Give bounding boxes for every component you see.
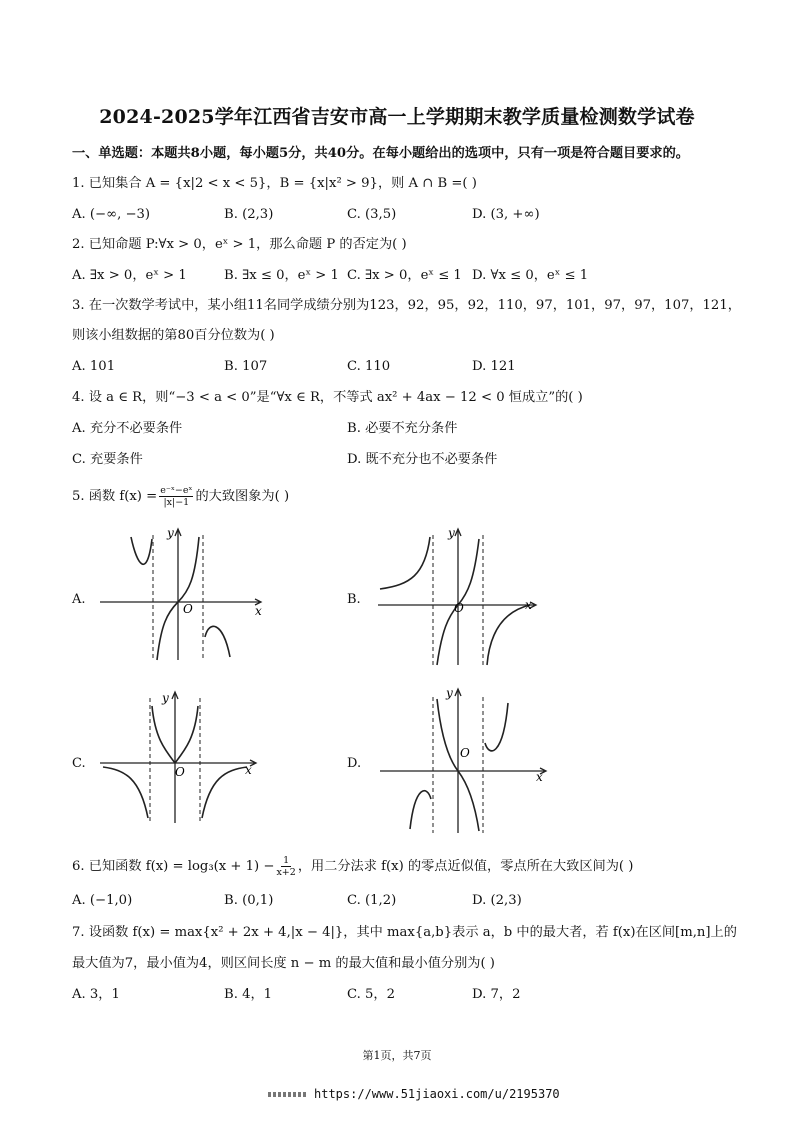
question-5-stem <box>72 485 289 508</box>
section-heading: 一、单选题：本题共8小题，每小题5分，共40分。在每小题给出的选项中，只有一项是符合题目要求的。 <box>72 146 689 161</box>
q6-option-b: B. (0,1) <box>224 893 274 908</box>
q3-option-b: B. 107 <box>224 359 268 374</box>
question-3-stem: 3. 在一次数学考试中，某小组11名同学成绩分别为123，92，95，92，110，97，101，97，97，107，121， <box>72 298 741 313</box>
q2-option-d: D. ∀x ≤ 0，eˣ ≤ 1 <box>472 268 589 283</box>
graph-a <box>95 525 270 665</box>
watermark-logo-icon <box>268 1092 308 1097</box>
graph-a-x-label: x <box>255 604 262 618</box>
q3-option-a: A. 101 <box>72 359 116 374</box>
q6-stem-prefix: 6. 已知函数 f(x) = log₃(x + 1) − <box>72 858 275 874</box>
question-1-stem: 1. 已知集合 A = {x|2 < x < 5}，B = {x|x² > 9}，则 A ∩ B =( ) <box>72 176 477 191</box>
question-7-stem-cont: 最大值为7，最小值为4，则区间长度 n − m 的最大值和最小值分别为( ) <box>72 956 495 971</box>
q1-option-c: C. (3,5) <box>347 207 397 222</box>
question-6-stem <box>72 855 633 878</box>
graph-d <box>375 685 555 835</box>
graph-b <box>370 525 545 670</box>
q4-option-b: B. 必要不充分条件 <box>347 421 458 436</box>
graph-c-y-label: y <box>162 691 169 705</box>
q5-graph-label-d: D. <box>347 756 362 771</box>
q2-option-b: B. ∃x ≤ 0，eˣ > 1 <box>224 268 339 283</box>
question-3-stem-cont: 则该小组数据的第80百分位数为( ) <box>72 328 275 343</box>
q6-frac-denominator: x+2 <box>276 867 296 878</box>
q7-option-c: C. 5，2 <box>347 987 395 1002</box>
page-number: 第1页，共7页 <box>362 1049 432 1062</box>
graph-a-y-label: y <box>167 526 174 540</box>
graph-b-x-label: x <box>525 598 532 612</box>
graph-d-origin: O <box>460 746 470 760</box>
q6-option-d: D. (2,3) <box>472 893 522 908</box>
graph-c-origin: O <box>175 765 185 779</box>
q5-graph-label-c: C. <box>72 756 86 771</box>
q4-option-d: D. 既不充分也不必要条件 <box>347 452 498 467</box>
q5-stem-prefix: 5. 函数 f(x) = <box>72 488 158 504</box>
q6-stem-suffix: ，用二分法求 f(x) 的零点近似值，零点所在大致区间为( ) <box>297 858 634 874</box>
q1-option-a: A. (−∞, −3) <box>72 207 151 222</box>
page-title: 2024-2025学年江西省吉安市高一上学期期末教学质量检测数学试卷 <box>99 106 695 128</box>
q7-option-b: B. 4，1 <box>224 987 273 1002</box>
graph-d-x-label: x <box>536 770 543 784</box>
watermark <box>268 1087 560 1101</box>
q6-frac-numerator: 1 <box>283 855 290 866</box>
q1-option-b: B. (2,3) <box>224 207 274 222</box>
q5-graph-label-b: B. <box>347 592 361 607</box>
q3-option-c: C. 110 <box>347 359 391 374</box>
q4-option-a: A. 充分不必要条件 <box>72 421 183 436</box>
q4-option-c: C. 充要条件 <box>72 452 143 467</box>
graph-b-origin: O <box>454 601 464 615</box>
q7-option-d: D. 7，2 <box>472 987 521 1002</box>
graph-d-y-label: y <box>446 686 453 700</box>
question-4-stem: 4. 设 a ∈ R，则“−3 < a < 0”是“∀x ∈ R，不等式 ax² + 4ax − 12 < 0 恒成立”的( ) <box>72 390 583 405</box>
q2-option-c: C. ∃x > 0，eˣ ≤ 1 <box>347 268 462 283</box>
q3-option-d: D. 121 <box>472 359 516 374</box>
q5-fraction <box>159 485 193 508</box>
graph-c-x-label: x <box>245 763 252 777</box>
q6-option-c: C. (1,2) <box>347 893 397 908</box>
q7-option-a: A. 3，1 <box>72 987 120 1002</box>
graph-a-origin: O <box>183 602 193 616</box>
graph-b-y-label: y <box>448 526 455 540</box>
watermark-url: https://www.51jiaoxi.com/u/2195370 <box>314 1087 560 1101</box>
question-7-stem: 7. 设函数 f(x) = max{x² + 2x + 4,|x − 4|}，其中 max{a,b}表示 a，b 中的最大者，若 f(x)在区间[m,n]上的 <box>72 925 737 940</box>
q6-fraction <box>276 855 295 878</box>
q2-option-a: A. ∃x > 0，eˣ > 1 <box>72 268 187 283</box>
q1-option-d: D. (3, +∞) <box>472 207 540 222</box>
graph-c <box>95 688 270 828</box>
q5-stem-suffix: 的大致图象为( ) <box>195 488 290 504</box>
q5-frac-numerator: e⁻ˣ−eˣ <box>160 485 193 496</box>
question-2-stem: 2. 已知命题 P:∀x > 0，eˣ > 1，那么命题 P 的否定为( ) <box>72 237 407 252</box>
q6-option-a: A. (−1,0) <box>72 893 133 908</box>
q5-graph-label-a: A. <box>72 592 86 607</box>
q5-frac-denominator: |x|−1 <box>163 497 190 508</box>
